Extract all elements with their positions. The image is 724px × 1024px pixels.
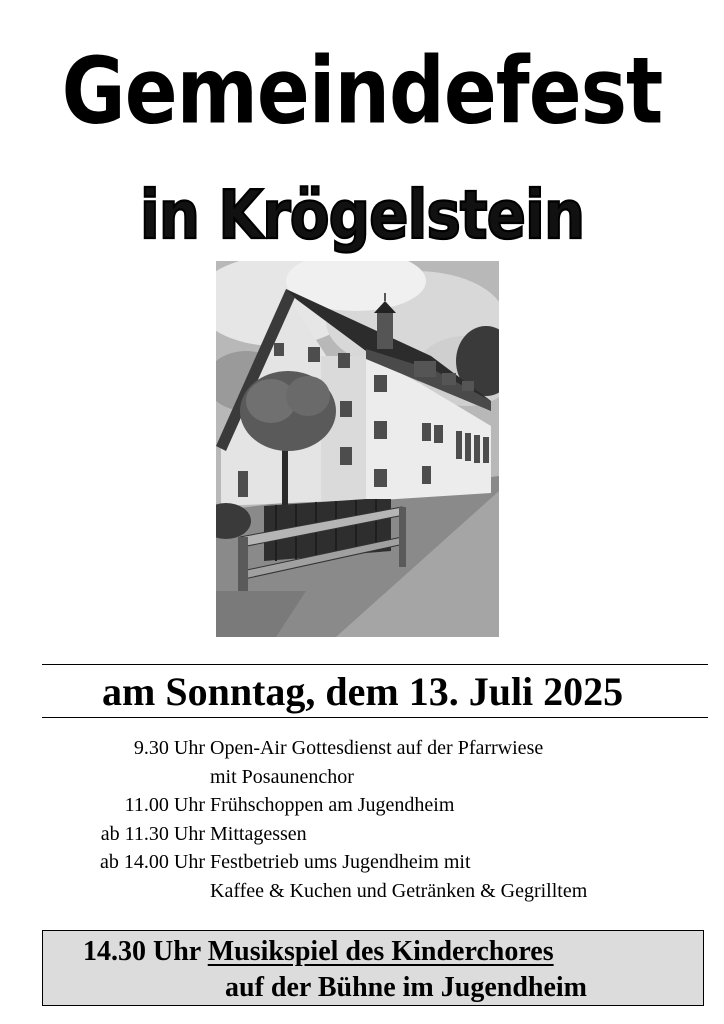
highlight-time: 14.30 Uhr [83, 936, 201, 967]
schedule-row [0, 848, 724, 877]
schedule-row [0, 734, 724, 763]
highlight-box [42, 930, 704, 1006]
schedule-time: 11.00 Uhr [124, 794, 205, 816]
highlight-location: auf der Bühne im Jugendheim [225, 972, 587, 1003]
highlight-title: Musikspiel des Kinderchores [207, 936, 554, 967]
highlight-line1 [83, 935, 554, 969]
schedule-description: mit Posaunenchor [210, 765, 354, 788]
poster-title: Gemeindefest [61, 38, 663, 146]
schedule-description: Festbetrieb ums Jugendheim mit [210, 851, 471, 873]
building-photo [216, 261, 499, 637]
schedule-row [0, 791, 724, 820]
event-date: am Sonntag, dem 13. Juli 2025 [102, 669, 624, 714]
schedule-description: Kaffee & Kuchen und Getränken & Gegrilltem [210, 879, 588, 902]
schedule-time: ab 14.00 Uhr [100, 851, 205, 873]
schedule-description: Mittagessen [210, 822, 307, 845]
date-rule-top [42, 664, 708, 665]
schedule-time: ab 11.30 Uhr [100, 822, 205, 845]
schedule-row [0, 877, 724, 906]
schedule-description: Open-Air Gottesdienst auf der Pfarrwiese [210, 737, 544, 759]
schedule-description: Frühschoppen am Jugendheim [210, 794, 455, 816]
schedule-row [0, 820, 724, 849]
poster-subtitle: in Krögelstein [139, 175, 585, 255]
schedule-list [0, 734, 724, 905]
date-rule-bottom [42, 717, 708, 718]
schedule-time: 9.30 Uhr [133, 737, 205, 759]
schedule-row [0, 763, 724, 792]
